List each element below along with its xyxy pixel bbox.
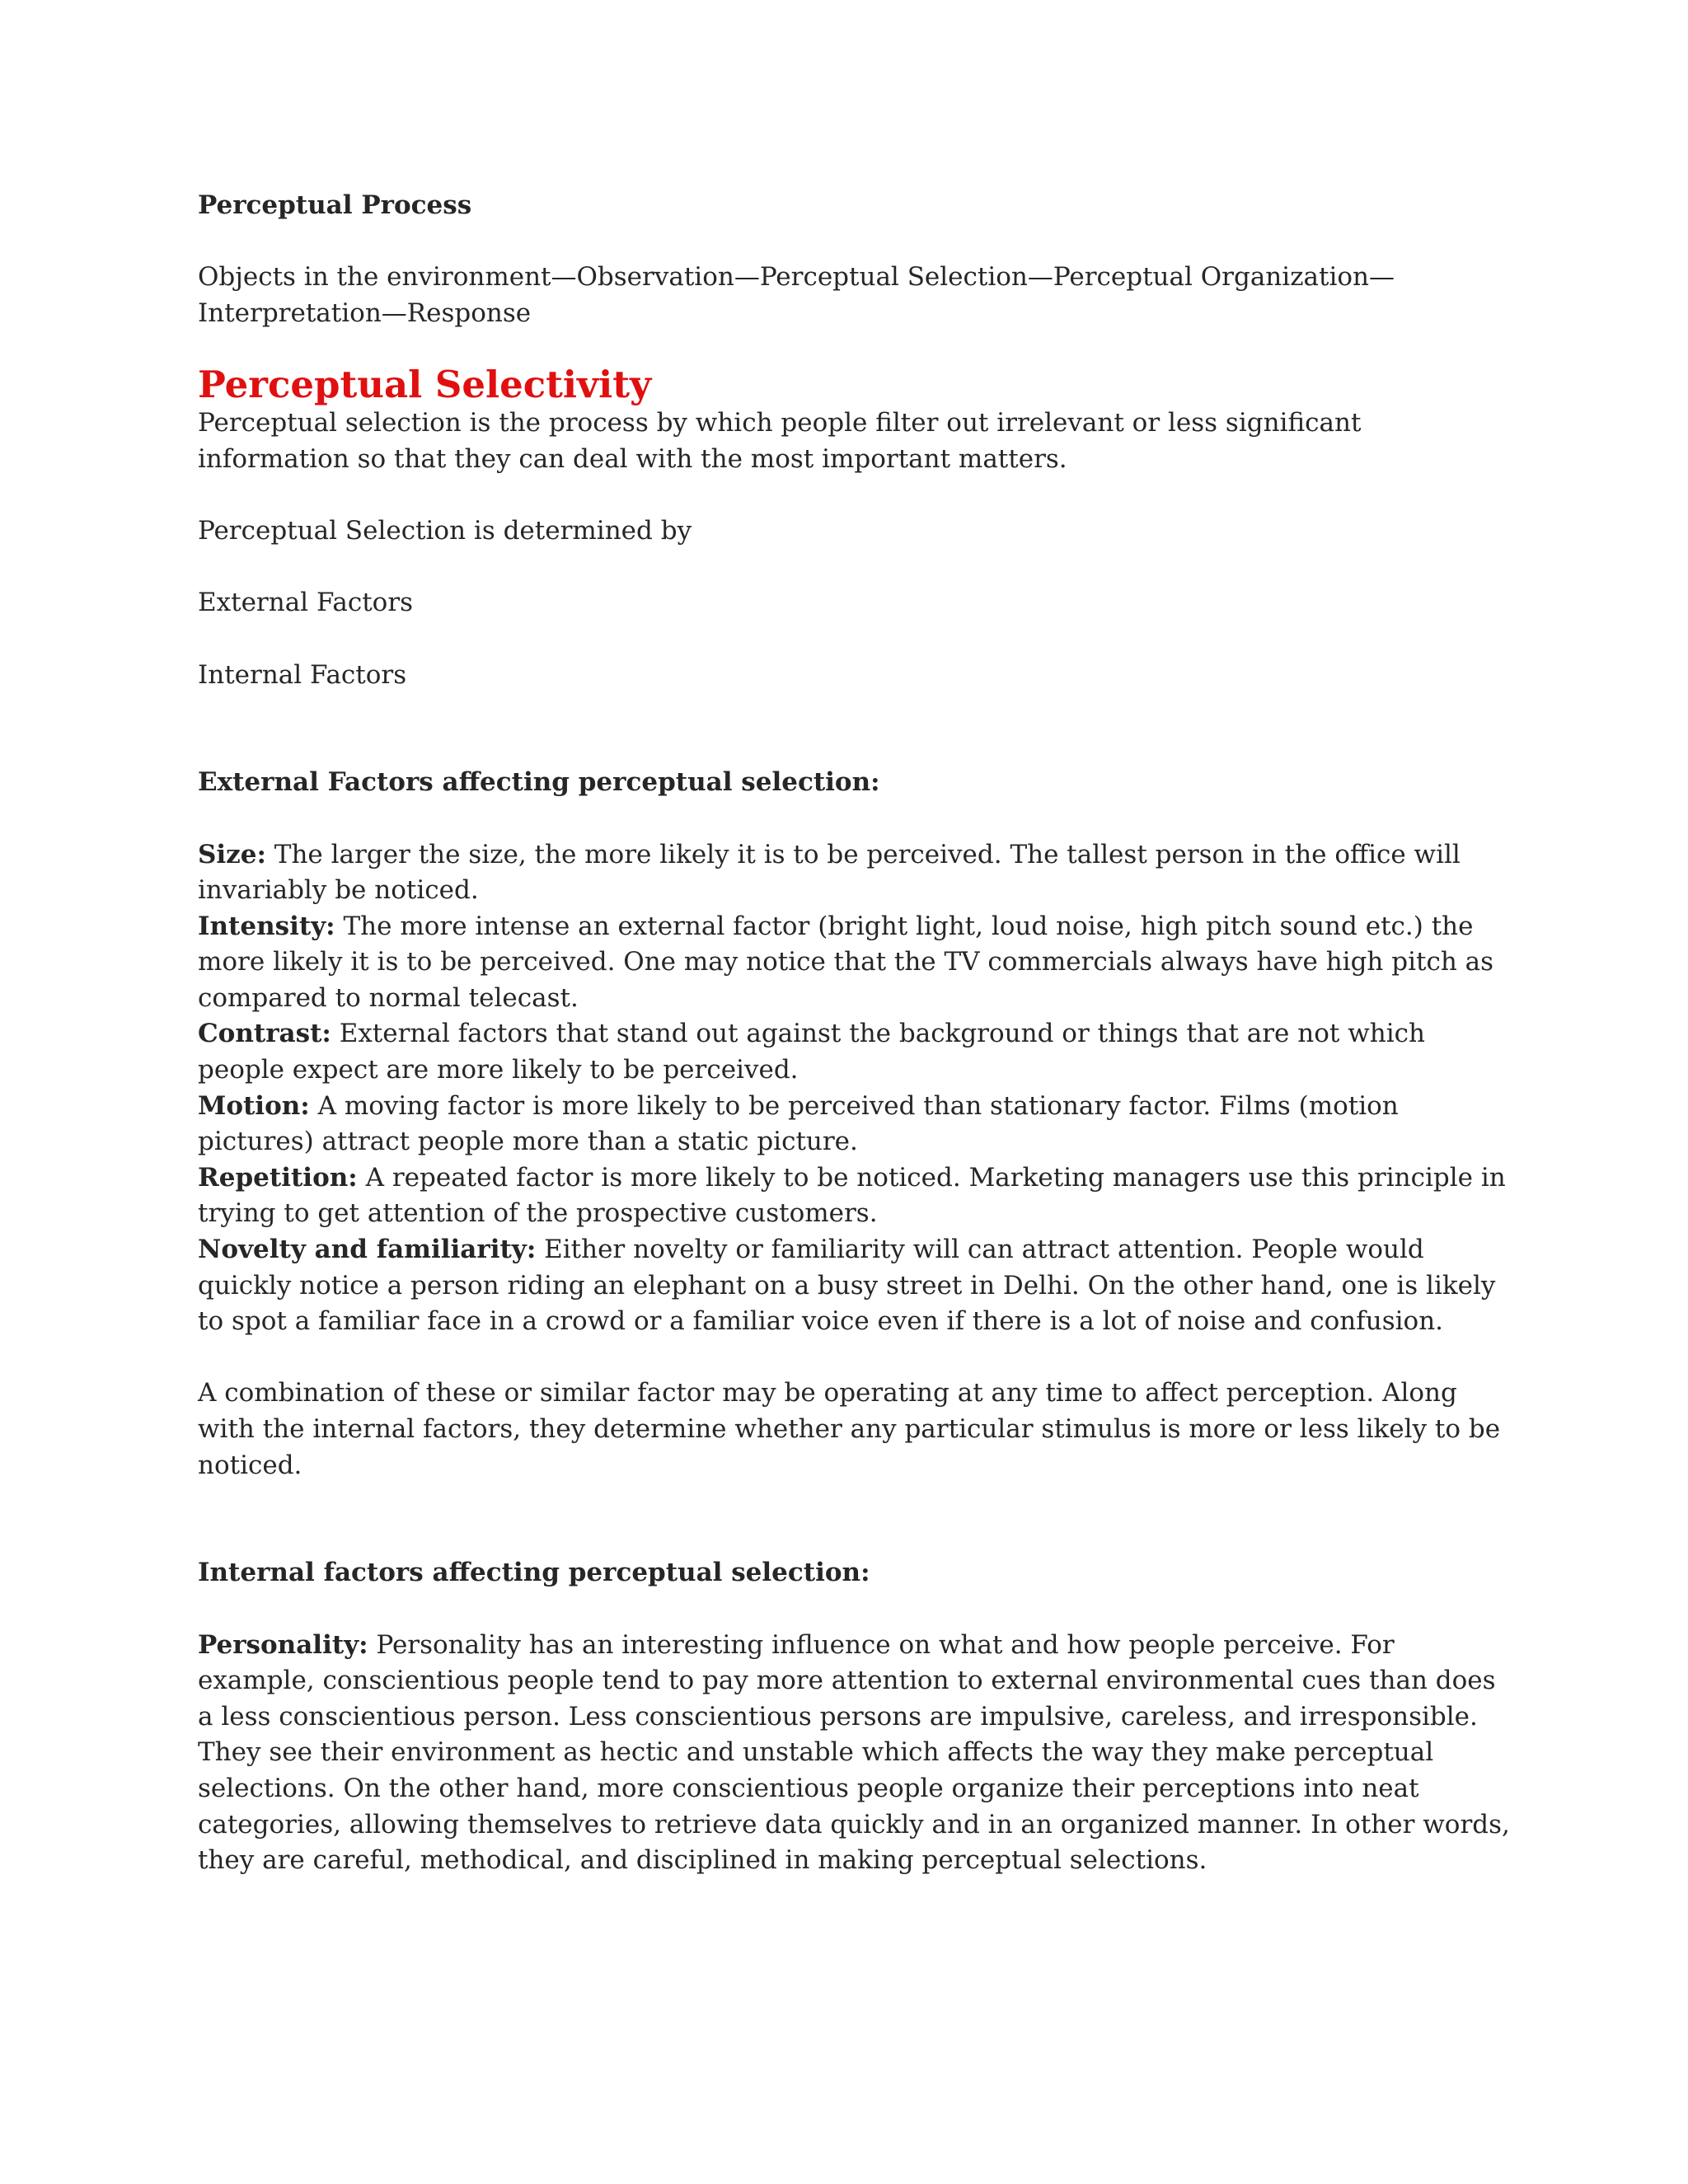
external-factors-item: External Factors bbox=[198, 588, 414, 618]
perceptual-process-heading: Perceptual Process bbox=[198, 190, 472, 220]
factor-novelty-familiarity bbox=[198, 1232, 1517, 1340]
factor-motion bbox=[198, 1089, 1517, 1160]
document-page bbox=[198, 188, 1517, 1879]
factor-term: Intensity: bbox=[198, 911, 335, 941]
perceptual-process-flow: Objects in the environment—Observation—Perceptual Selection—Perceptual Organization—Interpretation—Response bbox=[198, 262, 1395, 328]
factor-contrast bbox=[198, 1016, 1517, 1088]
factor-term: Personality: bbox=[198, 1629, 368, 1660]
factor-text: Personality has an interesting influence on what and how people perceive. For example, conscientious people tend to pay more attention to external environmental cues than does a less conscientious person. Less conscientious persons are impulsive, careless, and irresponsible. They see their environment as hectic and unstable which affects the way they make perceptual selections. On the other hand, more conscientious people organize their perceptions into neat categories, allowing themselves to retrieve data quickly and in an organized manner. In other words, they are careful, methodical, and disciplined in making perceptual selections. bbox=[198, 1629, 1510, 1876]
factor-text: A repeated factor is more likely to be noticed. Marketing managers use this principle in trying to get attention of the prospective customers. bbox=[198, 1162, 1506, 1229]
external-factors-summary: A combination of these or similar factor may be operating at any time to affect perception. Along with the internal factors, they determine whether any particular stimulus is more or less likely to be noticed. bbox=[198, 1378, 1501, 1480]
factor-term: Motion: bbox=[198, 1090, 310, 1121]
internal-factors-heading: Internal factors affecting perceptual selection: bbox=[198, 1558, 870, 1588]
internal-factors-item: Internal Factors bbox=[198, 659, 407, 690]
determined-by-text: Perceptual Selection is determined by bbox=[198, 516, 692, 546]
external-factors-heading: External Factors affecting perceptual selection: bbox=[198, 767, 880, 798]
factor-size bbox=[198, 837, 1517, 909]
factor-term: Repetition: bbox=[198, 1162, 358, 1193]
factor-text: The more intense an external factor (bright light, loud noise, high pitch sound etc.) the more likely it is to be perceived. One may notice that the TV commercials always have high pitch as compared to normal telecast. bbox=[198, 911, 1494, 1013]
selectivity-intro: Perceptual selection is the process by which people filter out irrelevant or less significant information so that they can deal with the most important matters. bbox=[198, 408, 1362, 474]
factor-term: Size: bbox=[198, 839, 266, 869]
factor-text: Either novelty or familiarity will can attract attention. People would quickly notice a person riding an elephant on a busy street in Delhi. On the other hand, one is likely to spot a familiar face in a crowd or a familiar voice even if there is a lot of noise and confusion. bbox=[198, 1235, 1496, 1337]
factor-text: External factors that stand out against the background or things that are not which people expect are more likely to be perceived. bbox=[198, 1019, 1425, 1085]
perceptual-selectivity-heading: Perceptual Selectivity bbox=[198, 363, 652, 407]
factor-text: The larger the size, the more likely it is to be perceived. The tallest person in the office will invariably be noticed. bbox=[198, 839, 1461, 906]
factor-text: A moving factor is more likely to be perceived than stationary factor. Films (motion pictures) attract people more than a static picture. bbox=[198, 1090, 1399, 1157]
factor-repetition bbox=[198, 1160, 1517, 1232]
factor-term: Contrast: bbox=[198, 1019, 331, 1049]
factor-term: Novelty and familiarity: bbox=[198, 1235, 537, 1265]
factor-personality bbox=[198, 1628, 1517, 1879]
factor-intensity bbox=[198, 909, 1517, 1017]
